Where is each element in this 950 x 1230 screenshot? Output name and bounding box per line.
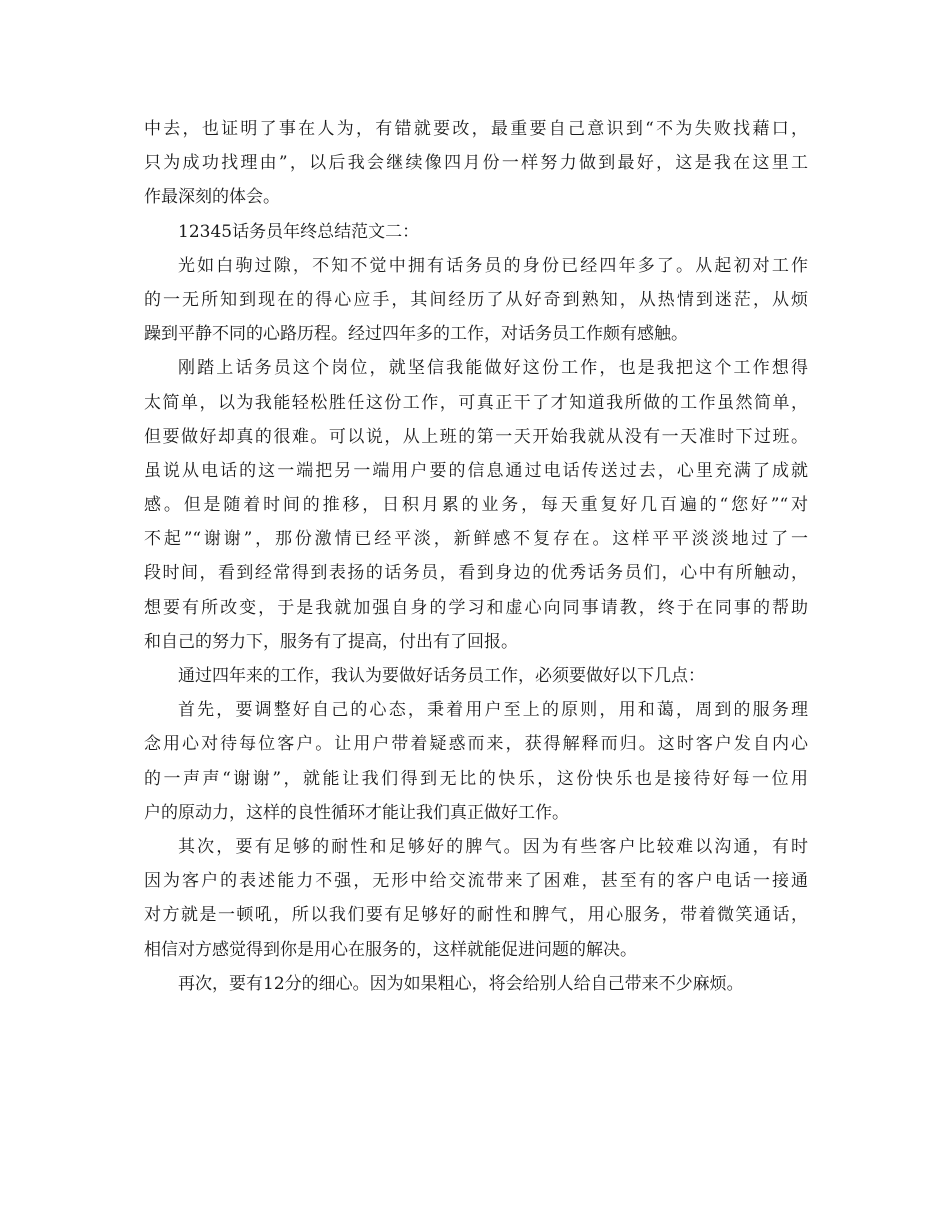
text-line: 中去，也证明了事在人为，有错就要改，最重要自己意识到“不为失败找藉口， [144,119,808,139]
paragraph [144,967,808,1001]
text-line: 对方就是一顿吼，所以我们要有足够好的耐性和脾气，用心服务，带着微笑通话， [144,905,808,926]
paragraph [144,351,808,659]
text-line: 首先，要调整好自己的心态，秉着用户至上的原则，用和蔼，周到的服务理 [178,700,808,721]
paragraph [144,830,808,967]
paragraph [144,215,808,249]
text-line: 户的原动力，这样的良性循环才能让我们真正做好工作。 [144,802,569,823]
text-line: 虽说从电话的这一端把另一端用户要的信息通过电话传送过去，心里充满了成就 [144,460,808,481]
text-line: 相信对方感觉得到你是用心在服务的，这样就能促进问题的解决。 [144,939,637,960]
text-line: 只为成功找理由”，以后我会继续像四月份一样努力做到最好，这是我在这里工 [144,153,808,174]
document-body [144,112,808,1001]
text-line: 的一声声“谢谢”，就能让我们得到无比的快乐，这份快乐也是接待好每一位用 [144,768,808,789]
text-line: 因为客户的表述能力不强，无形中给交流带来了困难，甚至有的客户电话一接通 [144,871,808,892]
text-line: 刚踏上话务员这个岗位，就坚信我能做好这份工作，也是我把这个工作想得 [178,358,808,379]
text-line: 但要做好却真的很难。可以说，从上班的第一天开始我就从没有一天准时下过班。 [144,426,808,447]
text-line: 其次，要有足够的耐性和足够好的脾气。因为有些客户比较难以沟通，有时 [178,836,808,857]
text-line: 不起”“谢谢”，那份激情已经平淡，新鲜感不复存在。这样平平淡淡地过了一 [144,529,808,550]
text-line: 念用心对待每位客户。让用户带着疑惑而来，获得解释而归。这时客户发自内心 [144,734,808,755]
text-line: 的一无所知到现在的得心应手，其间经历了从好奇到熟知，从热情到迷茫，从烦 [144,289,808,310]
paragraph [144,112,808,215]
text-line: 段时间，看到经常得到表扬的话务员，看到身边的优秀话务员们，心中有所触动， [144,563,808,584]
text-line: 和自己的努力下，服务有了提高，付出有了回报。 [144,631,518,652]
paragraph [144,659,808,693]
text-line: 想要有所改变，于是我就加强自身的学习和虚心向同事请教，终于在同事的帮助 [144,597,808,618]
text-line: 光如白驹过隙，不知不觉中拥有话务员的身份已经四年多了。从起初对工作 [178,255,808,276]
text-line: 12345话务员年终总结范文二： [178,221,420,242]
text-line: 通过四年来的工作，我认为要做好话务员工作，必须要做好以下几点： [178,666,705,686]
text-line: 作最深刻的体会。 [144,187,280,208]
paragraph [144,249,808,352]
text-line: 感。但是随着时间的推移，日积月累的业务，每天重复好几百遍的“您好”“对 [144,495,808,516]
text-line: 太简单，以为我能轻松胜任这份工作，可真正干了才知道我所做的工作虽然简单， [144,392,808,413]
text-line: 躁到平静不同的心路历程。经过四年多的工作，对话务员工作颇有感触。 [144,324,688,345]
text-line: 再次，要有12分的细心。因为如果粗心，将会给别人给自己带来不少麻烦。 [178,973,744,994]
paragraph [144,693,808,830]
